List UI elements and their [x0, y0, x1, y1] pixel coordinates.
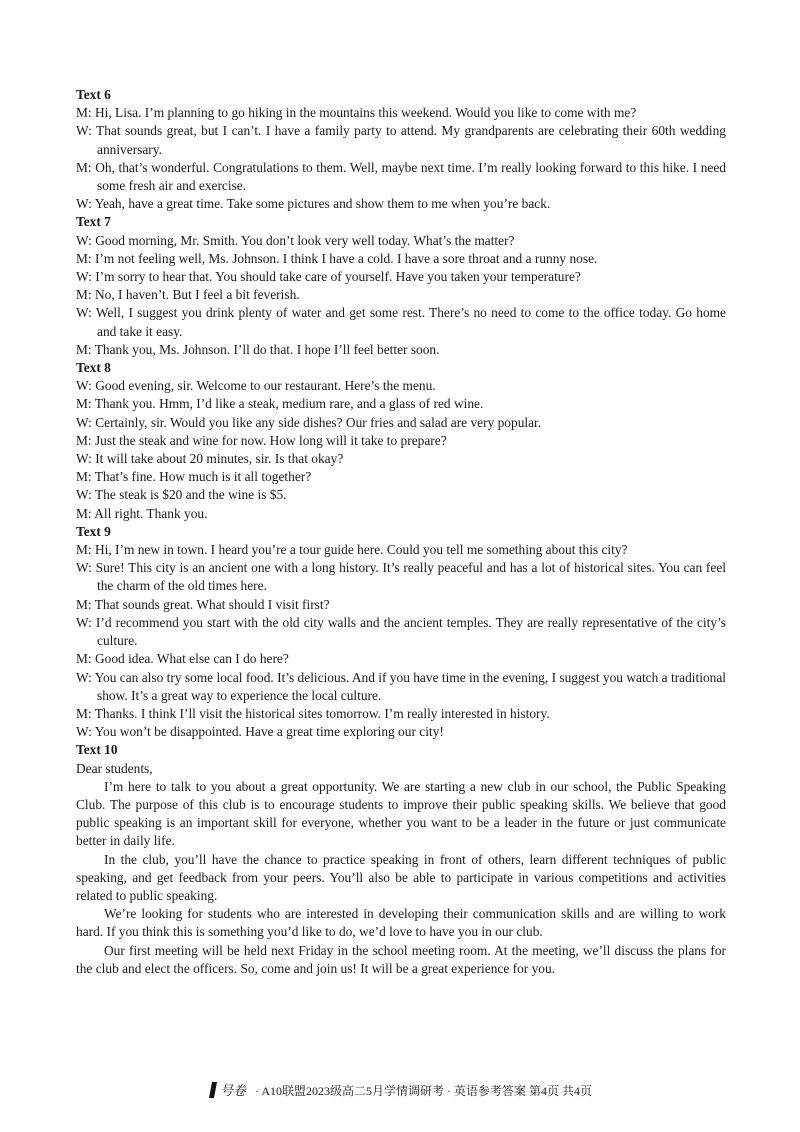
dialogue-line: W: You can also try some local food. It’s delicious. And if you have time in the evening, I suggest you watch a traditional show. It’s a great way to experience the local culture.: [76, 669, 726, 703]
dialogue-line: W: Good morning, Mr. Smith. You don’t look very well today. What’s the matter?: [76, 232, 515, 248]
letter-paragraph: Our first meeting will be held next Friday in the school meeting room. At the meeting, we’ll discuss the plans for the club and elect the officers. So, come and join us! It will be a great experience for you.: [76, 942, 726, 976]
dialogue-line: M: Hi, I’m new in town. I heard you’re a tour guide here. Could you tell me something about this city?: [76, 542, 628, 558]
dialogue-line: M: All right. Thank you.: [76, 505, 208, 521]
section-text-10: [76, 741, 726, 978]
dialogue-line: W: You won’t be disappointed. Have a great time exploring our city!: [76, 724, 444, 740]
section-heading: Text 9: [76, 523, 111, 539]
dialogue-line: W: Certainly, sir. Would you like any side dishes? Our fries and salad are very popular.: [76, 414, 542, 430]
letter-paragraph: We’re looking for students who are interested in developing their communication skills and are willing to work hard. If you think this is something you’d like to do, we’d love to have you in our club.: [76, 906, 726, 940]
letter-paragraph: In the club, you’ll have the chance to practice speaking in front of others, learn different techniques of public speaking, and get feedback from your peers. You’ll also be able to participate in various competitions and activities related to public speaking.: [76, 851, 726, 903]
dialogue-line: W: Good evening, sir. Welcome to our restaurant. Here’s the menu.: [76, 378, 436, 394]
dialogue-line: M: Hi, Lisa. I’m planning to go hiking in the mountains this weekend. Would you like to come with me?: [76, 105, 637, 121]
publisher-logo: [208, 1080, 250, 1104]
section-text-6: [76, 86, 726, 213]
dialogue-line: M: Thank you, Ms. Johnson. I’ll do that. I hope I’ll feel better soon.: [76, 341, 440, 357]
dialogue-line: M: That’s fine. How much is it all together?: [76, 469, 312, 485]
dialogue-line: M: Just the steak and wine for now. How long will it take to prepare?: [76, 432, 447, 448]
dialogue-line: M: Thank you. Hmm, I’d like a steak, medium rare, and a glass of red wine.: [76, 396, 484, 412]
section-text-7: [76, 213, 726, 359]
dialogue-line: W: That sounds great, but I can’t. I have a family party to attend. My grandparents are celebrating their 60th wedding anniversary.: [76, 123, 726, 157]
dialogue-line: M: Good idea. What else can I do here?: [76, 651, 289, 667]
section-heading: Text 8: [76, 360, 111, 376]
letter-greeting: Dear students,: [76, 760, 153, 776]
document-body: [76, 86, 726, 978]
section-heading: Text 7: [76, 214, 111, 230]
page-footer: [0, 1080, 800, 1104]
dialogue-line: W: I’d recommend you start with the old city walls and the ancient temples. They are really representative of the city’s culture.: [76, 614, 726, 649]
letter-paragraph: I’m here to talk to you about a great opportunity. We are starting a new club in our school, the Public Speaking Club. The purpose of this club is to encourage students to improve their public speaking skills. We believe that good public speaking is an important skill for everyone, whether you want to be a leader in the future or just communicate better in daily life.: [76, 778, 726, 849]
dialogue-line: W: Well, I suggest you drink plenty of water and get some rest. There’s no need to come to the office today. Go home and take it easy.: [76, 305, 726, 339]
dialogue-line: W: Yeah, have a great time. Take some pictures and show them to me when you’re back.: [76, 196, 551, 212]
dialogue-line: M: Oh, that’s wonderful. Congratulations to them. Well, maybe next time. I’m really looking forward to this hike. I need some fresh air and exercise.: [76, 159, 726, 194]
footer-text: · A10联盟2023级高二5月学情调研考 · 英语参考答案 第4页 共4页: [255, 1083, 592, 1098]
section-text-8: [76, 359, 726, 523]
dialogue-line: W: Sure! This city is an ancient one with a long history. It’s really peaceful and has a lot of historical sites. You can feel the charm of the old times here.: [76, 560, 726, 594]
section-text-9: [76, 523, 726, 741]
dialogue-line: M: I’m not feeling well, Ms. Johnson. I think I have a cold. I have a sore throat and a runny nose.: [76, 250, 598, 266]
dialogue-line: W: The steak is $20 and the wine is $5.: [76, 487, 287, 503]
dialogue-line: M: Thanks. I think I’ll visit the historical sites tomorrow. I’m really interested in history.: [76, 705, 550, 721]
section-heading: Text 10: [76, 742, 118, 758]
dialogue-line: W: It will take about 20 minutes, sir. Is that okay?: [76, 451, 344, 467]
dialogue-line: M: No, I haven’t. But I feel a bit feverish.: [76, 287, 300, 303]
dialogue-line: M: That sounds great. What should I visit first?: [76, 596, 330, 612]
section-heading: Text 6: [76, 87, 111, 102]
logo-text: 号卷: [220, 1084, 247, 1099]
dialogue-line: W: I’m sorry to hear that. You should take care of yourself. Have you taken your temperature?: [76, 269, 581, 285]
